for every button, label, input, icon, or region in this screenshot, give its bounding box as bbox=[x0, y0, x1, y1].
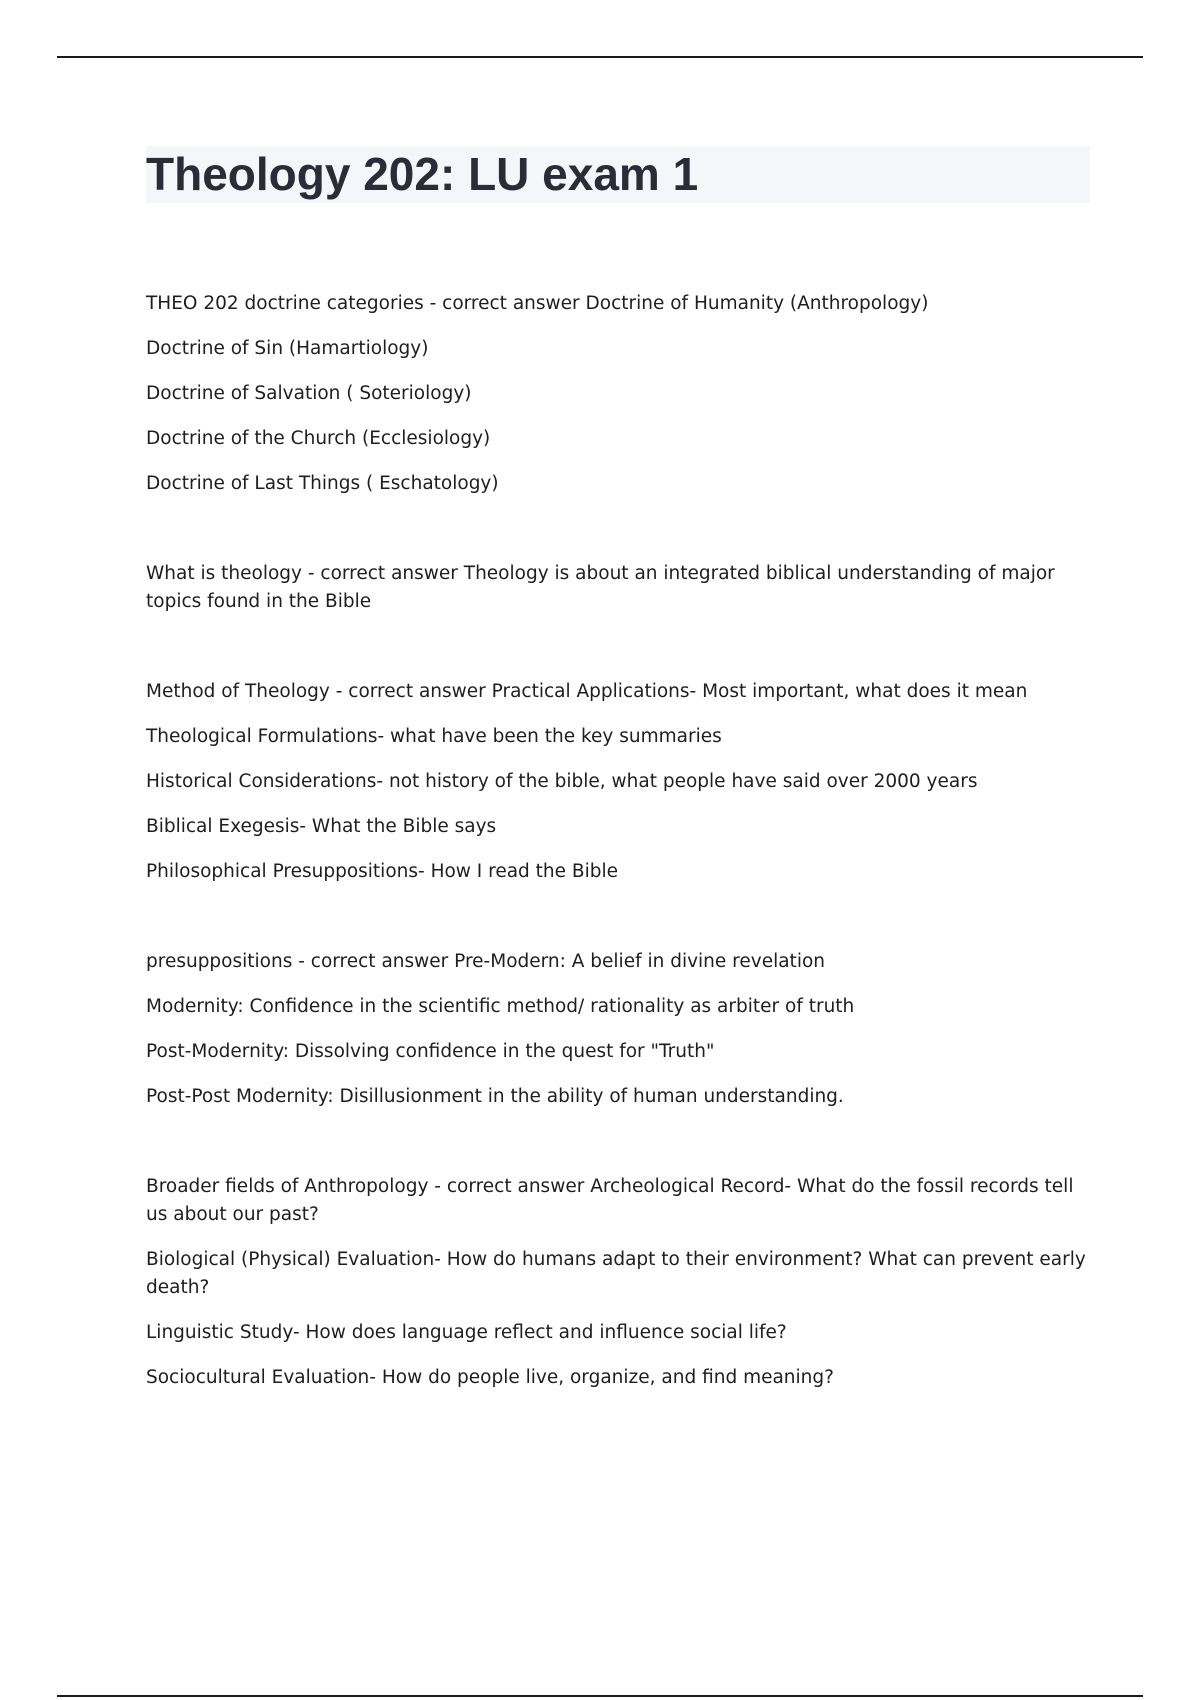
text-line: THEO 202 doctrine categories - correct answer Doctrine of Humanity (Anthropology) bbox=[146, 293, 929, 314]
document-body bbox=[146, 290, 1090, 1454]
qa-block-presuppositions bbox=[146, 948, 1090, 1111]
text-line: What is theology - correct answer Theology is about an integrated biblical understanding of major topics found in the Bible bbox=[146, 563, 1055, 612]
qa-block-doctrine-categories bbox=[146, 290, 1090, 498]
text-line: Doctrine of Last Things ( Eschatology) bbox=[146, 473, 499, 494]
text-line: Biblical Exegesis- What the Bible says bbox=[146, 816, 497, 837]
text-line: Post-Modernity: Dissolving confidence in the quest for "Truth" bbox=[146, 1041, 715, 1062]
text-line: Historical Considerations- not history of the bible, what people have said over 2000 years bbox=[146, 771, 978, 792]
page-title: Theology 202: LU exam 1 bbox=[146, 148, 699, 200]
qa-block-method-of-theology bbox=[146, 678, 1090, 886]
text-line: Sociocultural Evaluation- How do people live, organize, and find meaning? bbox=[146, 1367, 834, 1388]
text-line: Philosophical Presuppositions- How I read the Bible bbox=[146, 861, 619, 882]
bottom-rule bbox=[57, 1695, 1143, 1697]
qa-block-what-is-theology bbox=[146, 560, 1090, 616]
text-line: Theological Formulations- what have been the key summaries bbox=[146, 726, 722, 747]
text-line: Method of Theology - correct answer Practical Applications- Most important, what does it mean bbox=[146, 681, 1028, 702]
text-line: presuppositions - correct answer Pre-Modern: A belief in divine revelation bbox=[146, 951, 825, 972]
text-line: Broader fields of Anthropology - correct answer Archeological Record- What do the fossil records tell us about our past? bbox=[146, 1176, 1074, 1225]
text-line: Modernity: Confidence in the scientific method/ rationality as arbiter of truth bbox=[146, 996, 855, 1017]
text-line: Post-Post Modernity: Disillusionment in the ability of human understanding. bbox=[146, 1086, 844, 1107]
qa-block-anthropology-fields bbox=[146, 1173, 1090, 1392]
text-line: Biological (Physical) Evaluation- How do humans adapt to their environment? What can prevent early death? bbox=[146, 1249, 1086, 1298]
text-line: Doctrine of Sin (Hamartiology) bbox=[146, 338, 429, 359]
top-rule bbox=[57, 56, 1143, 58]
text-line: Linguistic Study- How does language reflect and influence social life? bbox=[146, 1322, 787, 1343]
text-line: Doctrine of the Church (Ecclesiology) bbox=[146, 428, 491, 449]
text-line: Doctrine of Salvation ( Soteriology) bbox=[146, 383, 472, 404]
